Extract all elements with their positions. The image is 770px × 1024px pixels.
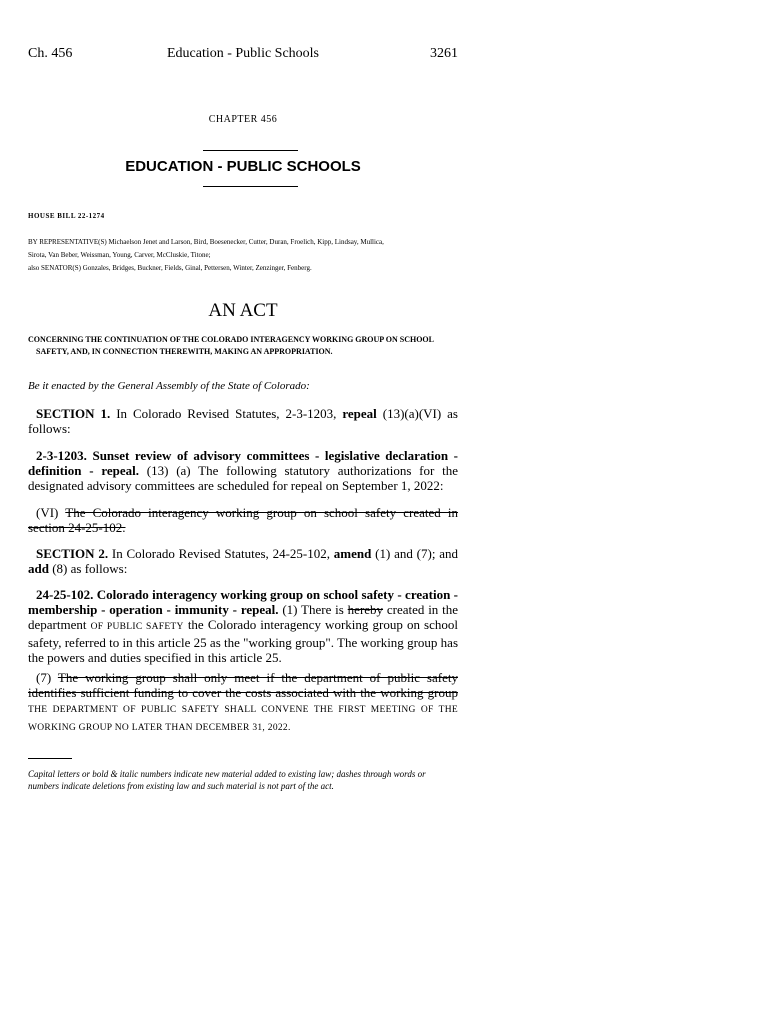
statute-2-3-1203: [28, 448, 458, 493]
section-text: (1) and (7); and: [371, 546, 458, 561]
bill-number: HOUSE BILL 22-1274: [28, 212, 105, 220]
document-page: [28, 0, 458, 1024]
concerning-clause: [28, 334, 458, 358]
chapter-number: Ch. 456: [28, 46, 73, 61]
section-text: In Colorado Revised Statutes, 2-3-1203,: [110, 406, 343, 421]
enacting-clause: Be it enacted by the General Assembly of the State of Colorado:: [28, 380, 310, 392]
added-text: OF PUBLIC SAFETY: [90, 622, 184, 632]
footnote-rule: [28, 758, 72, 759]
page-title: EDUCATION - PUBLIC SCHOOLS: [125, 158, 361, 175]
title-rule-bottom: [203, 186, 298, 187]
concerning-line: SAFETY, AND, IN CONNECTION THEREWITH, MAKING AN APPROPRIATION.: [36, 347, 333, 356]
statute-text: the Colorado interagency working group on school safety, referred to in this article 25 as the "working group". The working group has the powers and duties specified in this article 25.: [28, 617, 458, 665]
item-number: (VI): [36, 505, 66, 520]
section-2: [28, 546, 458, 576]
statute-text: (1) There is: [278, 602, 348, 617]
added-text: THE DEPARTMENT OF PUBLIC SAFETY SHALL CONVENE THE FIRST MEETING OF THE WORKING GROUP NO LATER THAN DECEMBER 31, 2022.: [28, 705, 458, 733]
sponsors-line: Sirota, Van Beber, Weissman, Young, Carver, McCluskie, Titone;: [28, 251, 211, 259]
section-label: SECTION 1.: [36, 406, 111, 421]
chapter-label: CHAPTER 456: [208, 114, 278, 125]
item-number: (7): [36, 670, 58, 685]
concerning-line: CONCERNING THE CONTINUATION OF THE COLORADO INTERAGENCY WORKING GROUP ON SCHOOL: [28, 335, 434, 344]
subsection-7: [28, 670, 458, 736]
an-act-heading: AN ACT: [208, 300, 278, 321]
sponsors-line: also SENATOR(S) Gonzales, Bridges, Buckner, Fields, Ginal, Pettersen, Winter, Zenzinger, Fenberg.: [28, 264, 312, 272]
repealed-item: [28, 505, 458, 535]
statute-24-25-102: [28, 587, 458, 665]
statute-heading: 24-25-102. Colorado interagency working group on school safety - creation - membership - operation - immunity - repeal.: [28, 587, 458, 617]
statute-text: created in the department: [28, 602, 459, 632]
section-text: In Colorado Revised Statutes, 24-25-102,: [108, 546, 334, 561]
section-label: SECTION 2.: [36, 546, 109, 561]
header-subject: Education - Public Schools: [166, 46, 320, 61]
page-number: 3261: [430, 46, 458, 61]
section-verb: amend: [333, 546, 372, 561]
statute-text: (13) (a) The following statutory authorizations for the designated advisory committees are scheduled for repeal on September 1, 2022:: [28, 463, 458, 493]
running-header: [28, 46, 458, 64]
deleted-text: hereby: [347, 602, 384, 617]
section-verb: add: [28, 561, 49, 576]
section-verb: repeal: [342, 406, 377, 421]
deleted-text: The Colorado interagency working group on school safety created in section 24-25-102.: [28, 505, 459, 535]
sponsors: [28, 236, 458, 275]
title-rule-top: [203, 150, 298, 151]
section-text: (13)(a)(VI) as follows:: [28, 406, 458, 436]
sponsors-line: BY REPRESENTATIVE(S) Michaelson Jenet and Larson, Bird, Boesenecker, Cutter, Duran, Froelich, Kipp, Lindsay, Mullica,: [28, 238, 384, 246]
section-text: (8) as follows:: [48, 561, 128, 576]
footnote: Capital letters or bold & italic numbers indicate new material added to existing law; dashes through words or numbers indicate deletions from existing law and such material is not part of the act.: [28, 769, 426, 791]
section-1: [28, 406, 458, 436]
deleted-text: The working group shall only meet if the department of public safety identifies sufficient funding to cover the costs associated with the working group: [28, 670, 458, 700]
statute-heading: 2-3-1203. Sunset review of advisory committees - legislative declaration - definition - repeal.: [28, 448, 458, 478]
